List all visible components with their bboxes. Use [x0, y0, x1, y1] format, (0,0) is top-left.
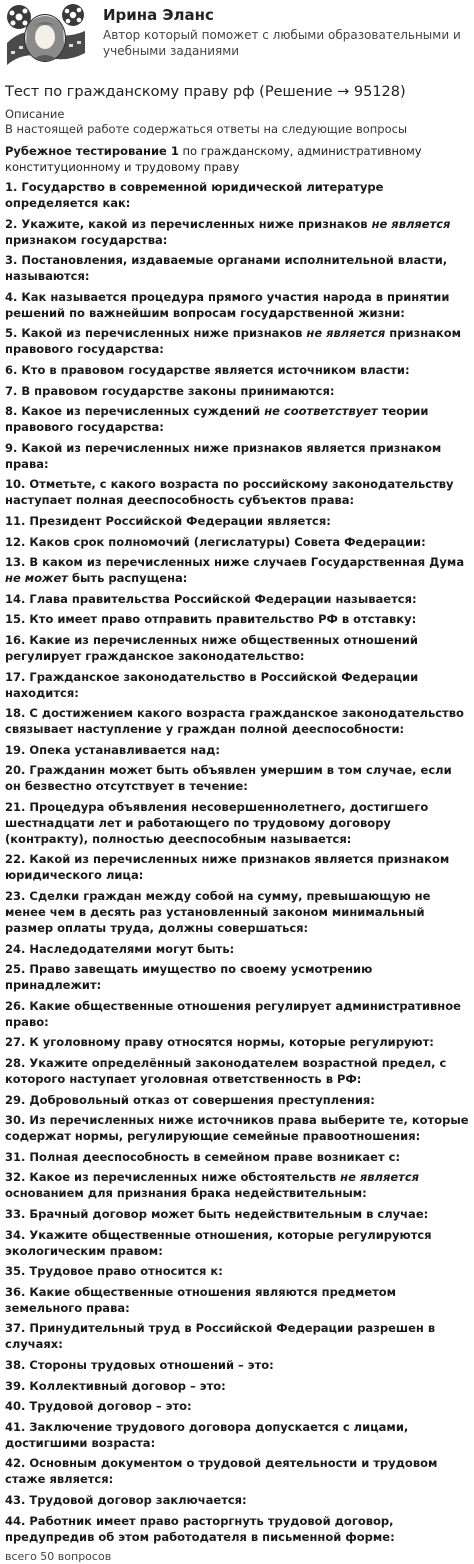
- question-item: [5, 440, 469, 472]
- description-label: Описание: [5, 107, 65, 121]
- question-emphasis: не является: [371, 216, 451, 231]
- question-item: [5, 941, 469, 957]
- question-text: 10. Отметьте, с какого возраста по российскому законодательству наступает полная дееспособность субъектов права:: [5, 477, 454, 508]
- question-item: [5, 799, 469, 847]
- question-text-end: теории правового государства:: [5, 404, 429, 435]
- question-text: 28. Укажите определённый законодателем возрастной предел, с которого наступает уголовная ответственность в РФ:: [5, 1056, 447, 1087]
- question-text-end: признаком государства:: [5, 232, 168, 247]
- question-text: 3. Постановления, издаваемые органами исполнительной власти, называются:: [5, 253, 448, 284]
- question-text: 41. Заключение трудового договора допускается с лицами, достигшими возраста:: [5, 1419, 409, 1450]
- question-text: 37. Принудительный труд в Российской Федерации разрешен в случаях:: [5, 1321, 436, 1352]
- question-item: [5, 762, 469, 794]
- question-text: 42. Основным документом о трудовой деятельности и трудовом стаже является:: [5, 1456, 438, 1487]
- document-title: Тест по гражданскому праву рф (Решение → 95128): [5, 84, 406, 100]
- document-content: [5, 82, 469, 1564]
- question-item: [5, 1513, 469, 1545]
- question-item: [5, 403, 469, 435]
- question-text: 2. Укажите, какой из перечисленных ниже признаков: [5, 216, 372, 231]
- question-emphasis: не является: [340, 1170, 420, 1185]
- question-item: [5, 252, 469, 284]
- question-text: 19. Опека устанавливается над:: [5, 742, 220, 757]
- avatar[interactable]: [3, 3, 87, 71]
- question-total: всего 50 вопросов: [5, 1550, 112, 1564]
- question-text: 33. Брачный договор может быть недействительным в случае:: [5, 1207, 429, 1221]
- question-text: 13. В каком из перечисленных ниже случаев Государственная Дума: [5, 555, 465, 570]
- question-text: 8. Какое из перечисленных суждений: [5, 404, 265, 419]
- author-name[interactable]: Ирина Эланс: [103, 6, 214, 24]
- question-item: [5, 513, 469, 529]
- question-text: 14. Глава правительства Российской Федерации называется:: [5, 591, 417, 606]
- question-item: [5, 1263, 469, 1279]
- question-emphasis: не соответствует: [264, 404, 378, 419]
- question-item: [5, 1357, 469, 1373]
- question-item: [5, 476, 469, 508]
- question-text: 24. Наследодателями могут быть:: [5, 941, 235, 956]
- author-header: [0, 0, 474, 76]
- author-description: Автор который поможет с любыми образовательными и учебными заданиями: [103, 28, 461, 58]
- question-text: 30. Из перечисленных ниже источников права выберите те, которые содержат нормы, регулирующие семейные правоотношения:: [5, 1113, 469, 1144]
- question-text: 20. Гражданин может быть объявлен умершим в том случае, если он безвестно отсутствует в течение:: [5, 763, 452, 794]
- question-item: [5, 179, 469, 211]
- question-text: 35. Трудовое право относится к:: [5, 1264, 223, 1279]
- question-item: [5, 1284, 469, 1316]
- test-intro: [5, 143, 469, 175]
- question-text: 38. Стороны трудовых отношений – это:: [5, 1357, 274, 1372]
- question-item: [5, 1055, 469, 1087]
- question-text: 31. Полная дееспособность в семейном праве возникает с:: [5, 1149, 401, 1164]
- description-text: В настоящей работе содержаться ответы на следующие вопросы: [5, 122, 408, 136]
- question-text: 39. Коллективный договор – это:: [5, 1378, 226, 1393]
- question-item: [5, 591, 469, 607]
- question-text: 29. Добровольный отказ от совершения преступления:: [5, 1092, 375, 1107]
- question-text: 27. К уголовному праву относятся нормы, которые регулируют:: [5, 1035, 434, 1050]
- question-text: 26. Какие общественные отношения регулирует административное право:: [5, 998, 461, 1029]
- film-frame-avatar-image: [3, 3, 87, 71]
- question-item: [5, 362, 469, 378]
- question-item: [5, 998, 469, 1030]
- question-item: [5, 611, 469, 627]
- question-item: [5, 1398, 469, 1414]
- question-item: [5, 851, 469, 883]
- question-item: [5, 1034, 469, 1050]
- question-item: [5, 961, 469, 993]
- question-text: 40. Трудовой договор – это:: [5, 1399, 192, 1414]
- question-item: [5, 1112, 469, 1144]
- question-item: [5, 216, 469, 248]
- question-text: 23. Сделки граждан между собой на сумму, превышающую не менее чем в десять раз установленный законом минимальный размер оплаты труда, должны совершаться:: [5, 889, 431, 936]
- question-item: [5, 554, 469, 586]
- question-item: [5, 1227, 469, 1259]
- question-text: 32. Какое из перечисленных ниже обстоятельств: [5, 1170, 341, 1185]
- question-text: 16. Какие из перечисленных ниже общественных отношений регулирует гражданское законодательство:: [5, 632, 418, 663]
- question-item: [5, 669, 469, 701]
- question-emphasis: не может: [5, 571, 68, 586]
- question-text: 5. Какой из перечисленных ниже признаков: [5, 326, 307, 341]
- question-text: 12. Каков срок полномочий (легислатуры) Совета Федерации:: [5, 534, 426, 549]
- question-text: 18. С достижением какого возраста гражданское законодательство связывает наступление у граждан полной дееспособности:: [5, 706, 464, 737]
- test-intro-rest: по гражданскому, административному конституционному и трудовому праву: [5, 144, 422, 174]
- question-text: 44. Работник имеет право расторгнуть трудовой договор, предупредив об этом работодателя в письменной форме:: [5, 1513, 395, 1544]
- test-intro-bold: Рубежное тестирование 1: [5, 144, 179, 158]
- question-item: [5, 742, 469, 758]
- question-text: 7. В правовом государстве законы принимаются:: [5, 383, 335, 398]
- question-text: 17. Гражданское законодательство в Российской Федерации находится:: [5, 669, 419, 700]
- question-item: [5, 888, 469, 936]
- question-text-end: основанием для признания брака недействительным:: [5, 1186, 367, 1201]
- question-text: 1. Государство в современной юридической литературе определяется как:: [5, 180, 384, 210]
- question-text: 34. Укажите общественные отношения, которые регулируются экологическим правом:: [5, 1227, 432, 1258]
- question-item: [5, 632, 469, 664]
- question-item: [5, 1206, 469, 1222]
- question-item: [5, 1492, 469, 1508]
- question-item: [5, 289, 469, 321]
- question-text-end: быть распущена:: [67, 571, 188, 586]
- question-text: 21. Процедура объявления несовершеннолетнего, достигшего шестнадцати лет и работающего по трудовому договору (контракту), полностью дееспособным называется:: [5, 799, 429, 846]
- question-text: 6. Кто в правовом государстве является источником власти:: [5, 362, 410, 377]
- question-text: 25. Право завещать имущество по своему усмотрению принадлежит:: [5, 962, 373, 993]
- question-item: [5, 534, 469, 550]
- question-item: [5, 1320, 469, 1352]
- question-text: 43. Трудовой договор заключается:: [5, 1492, 247, 1507]
- question-text: 9. Какой из перечисленных ниже признаков является признаком права:: [5, 440, 442, 471]
- question-text: 36. Какие общественные отношения являются предметом земельного права:: [5, 1284, 397, 1315]
- question-item: [5, 705, 469, 737]
- question-item: [5, 1455, 469, 1487]
- question-item: [5, 1169, 469, 1201]
- question-text: 4. Как называется процедура прямого участия народа в принятии решений по важнейшим вопросам государственной жизни:: [5, 289, 450, 320]
- question-text: 22. Какой из перечисленных ниже признаков является признаком юридического лица:: [5, 852, 450, 883]
- question-text: 15. Кто имеет право отправить правительство РФ в отставку:: [5, 612, 417, 627]
- question-item: [5, 325, 469, 357]
- question-text: 11. Президент Российской Федерации является:: [5, 513, 331, 528]
- question-emphasis: не является: [306, 326, 386, 341]
- question-text-end: признаком правового государства:: [5, 326, 462, 357]
- question-item: [5, 1149, 469, 1165]
- question-item: [5, 1378, 469, 1394]
- question-item: [5, 1092, 469, 1108]
- question-item: [5, 383, 469, 399]
- question-item: [5, 1419, 469, 1451]
- question-list: [5, 179, 469, 1545]
